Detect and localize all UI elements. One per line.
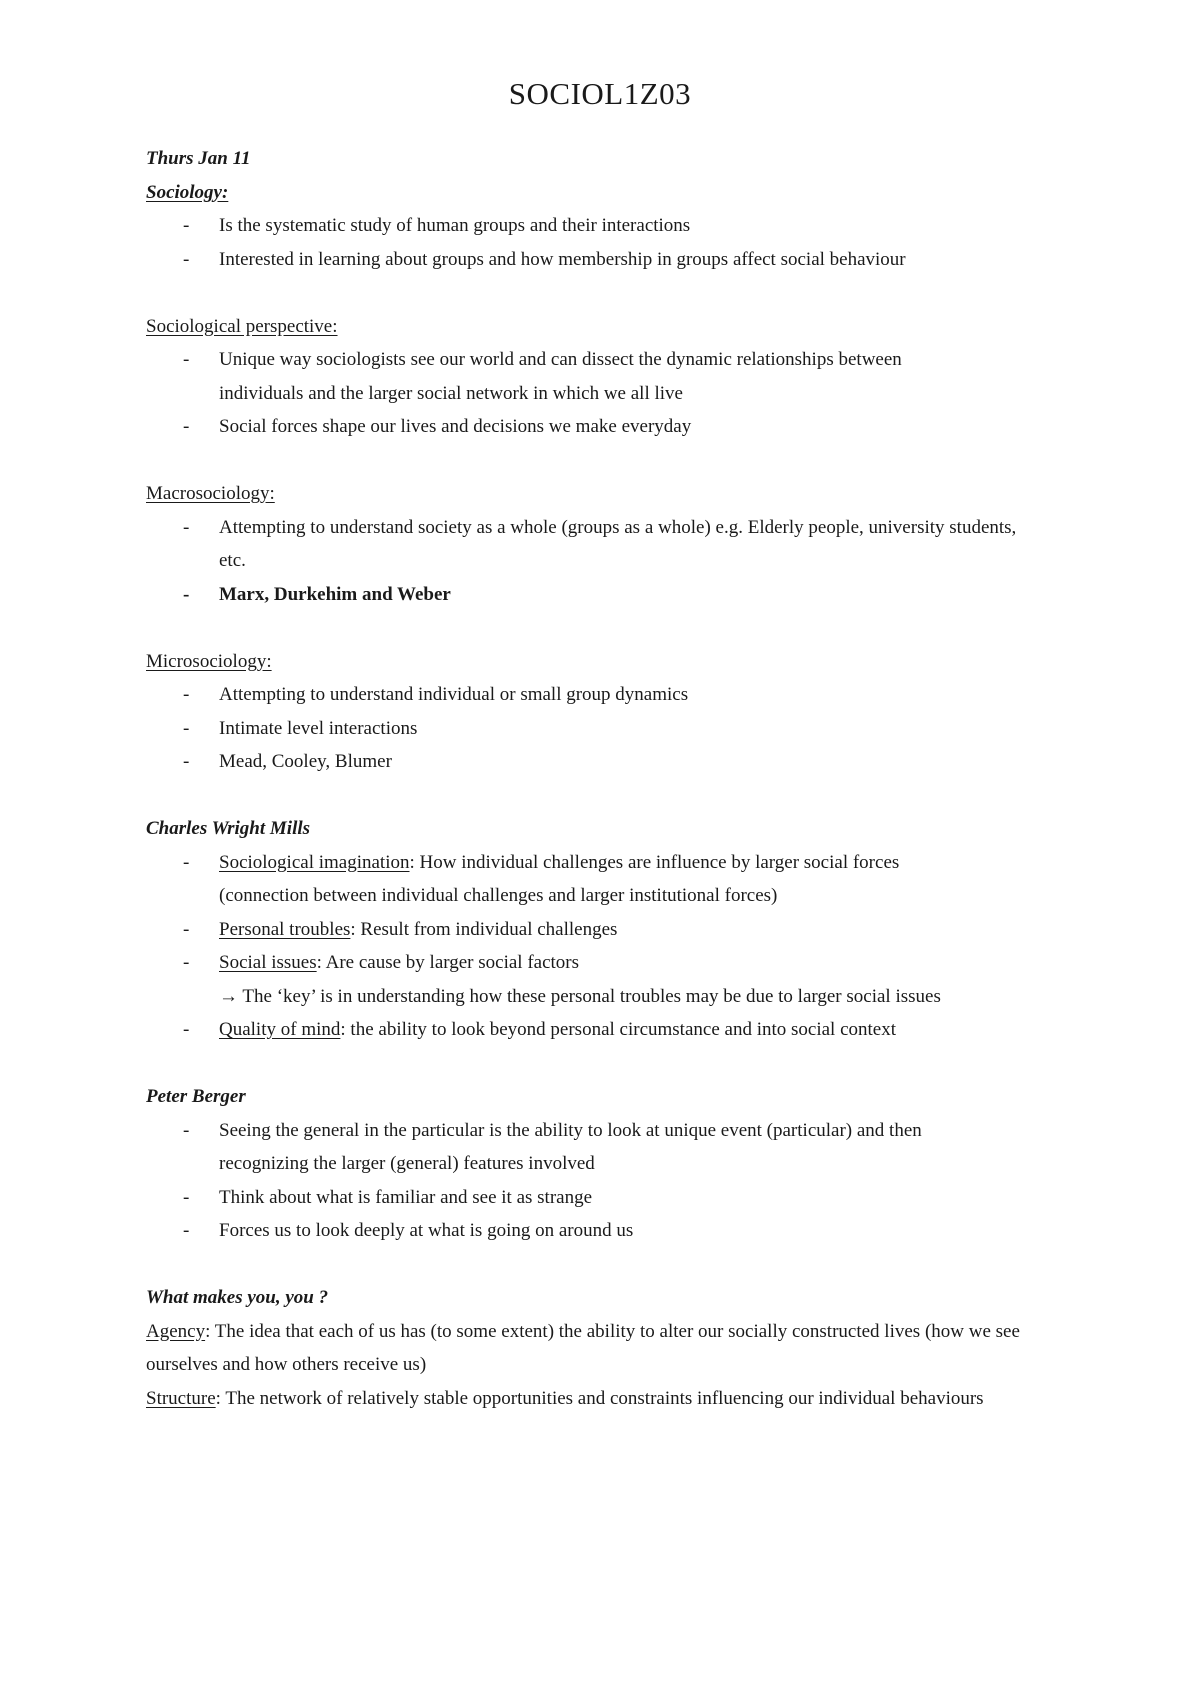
list-item: - Interested in learning about groups and how membership in groups affect social behaviour xyxy=(146,243,1076,277)
list-item: - Attempting to understand individual or small group dynamics xyxy=(146,678,1076,712)
list-item xyxy=(146,846,979,913)
imagination-term: Sociological imagination xyxy=(219,851,410,873)
berger-heading: Peter Berger xyxy=(146,1086,246,1107)
list-item xyxy=(146,946,1076,980)
date-heading: Thurs Jan 11 xyxy=(146,148,251,169)
list-item: - Seeing the general in the particular is the ability to look at unique event (particular) and then recognizing the larger (general) features involved xyxy=(146,1114,999,1181)
list-item xyxy=(146,913,1076,947)
list-item: - Marx, Durkehim and Weber xyxy=(146,578,1076,612)
troubles-term: Personal troubles xyxy=(219,918,351,940)
structure-definition: : The network of relatively stable opportunities and constraints influencing our individual behaviours xyxy=(215,1387,984,1409)
agency-definition: : The idea that each of us has (to some extent) the ability to alter our socially constructed lives (how we see ourselves and how others receive us) xyxy=(146,1320,1020,1375)
perspective-list xyxy=(146,343,1076,444)
list-item xyxy=(146,1013,1076,1047)
issues-term: Social issues xyxy=(219,952,317,973)
micro-heading-text: Microsociology: xyxy=(146,650,272,672)
issues-definition: : Are cause by larger social factors xyxy=(316,952,580,973)
macro-heading-text: Macrosociology: xyxy=(146,483,275,504)
list-item: - Forces us to look deeply at what is going on around us xyxy=(146,1214,1076,1248)
macro-heading xyxy=(146,477,1076,511)
structure-term: Structure xyxy=(146,1387,216,1409)
list-item: - Think about what is familiar and see it as strange xyxy=(146,1181,1076,1215)
list-item: - Unique way sociologists see our world and can dissect the dynamic relationships between individuals and the larger social network in which we all live xyxy=(146,343,979,410)
agency-term: Agency xyxy=(146,1320,206,1342)
notes-body xyxy=(146,142,1076,1415)
list-item: - Attempting to understand society as a whole (groups as a whole) e.g. Elderly people, university students, etc. xyxy=(146,511,1019,578)
list-item: - Social forces shape our lives and decisions we make everyday xyxy=(146,410,1076,444)
list-item: - Intimate level interactions xyxy=(146,712,1076,746)
structure-paragraph xyxy=(146,1382,1026,1416)
quality-definition: : the ability to look beyond personal circumstance and into social context xyxy=(340,1019,896,1040)
page-title: SOCIOL1Z03 xyxy=(508,76,692,111)
macro-list xyxy=(146,511,1076,612)
troubles-definition: : Result from individual challenges xyxy=(350,918,618,940)
you-heading: What makes you, you ? xyxy=(146,1287,329,1308)
micro-heading xyxy=(146,645,1076,679)
list-item: - Is the systematic study of human groups and their interactions xyxy=(146,209,1076,243)
list-item: - Mead, Cooley, Blumer xyxy=(146,745,1076,779)
key-note: → The ‘key’ is in understanding how these personal troubles may be due to larger social issues xyxy=(219,985,941,1007)
agency-paragraph xyxy=(146,1315,1066,1382)
sociology-heading: Sociology: xyxy=(146,181,229,203)
perspective-heading: Sociological perspective: xyxy=(146,315,338,337)
imagination-definition: : How individual challenges are influence by larger social forces (connection between individual challenges and larger institutional forces) xyxy=(219,851,900,906)
mills-list xyxy=(146,846,1076,1047)
berger-list xyxy=(146,1114,1076,1248)
sociology-list xyxy=(146,209,1076,276)
quality-term: Quality of mind xyxy=(219,1019,341,1040)
micro-list xyxy=(146,678,1076,779)
mills-heading: Charles Wright Mills xyxy=(146,818,311,839)
